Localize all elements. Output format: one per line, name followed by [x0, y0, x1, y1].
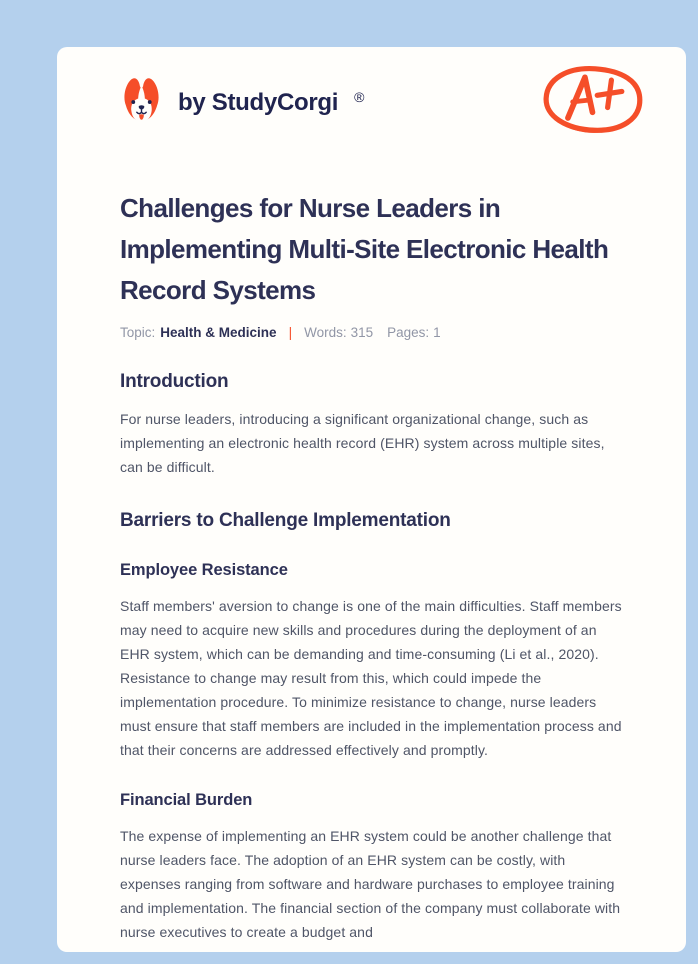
paragraph-employee-resistance: Staff members' aversion to change is one of the main difficulties. Staff members may need to acquire new skills and procedures during the deployment of an EHR system, which can be demanding and time-consuming (Li et al., 2020). Resistance to change may result from this, which could impede the implementation procedure. To minimize resistance to change, nurse leaders must ensure that staff members are included in the implementation process and that their concerns are addressed effectively and promptly. — [120, 598, 622, 758]
registered-trademark: ® — [354, 88, 365, 105]
heading-employee-resistance: Employee Resistance — [120, 561, 288, 579]
words-label: Words: — [304, 325, 347, 340]
document-card — [57, 47, 686, 952]
heading-financial-burden: Financial Burden — [120, 791, 253, 809]
corgi-mascot-icon — [118, 72, 165, 134]
heading-introduction: Introduction — [120, 371, 229, 392]
studycorgi-brand-link[interactable] — [118, 72, 365, 134]
document-content — [57, 188, 686, 944]
words-value: 315 — [350, 325, 374, 340]
pages-label: Pages: — [387, 325, 430, 340]
paragraph-introduction: For nurse leaders, introducing a significant organizational change, such as implementing an electronic health record (EHR) system across multiple sites, can be difficult. — [120, 411, 605, 475]
page-title: Challenges for Nurse Leaders in Implementing Multi-Site Electronic Health Record Systems — [120, 193, 609, 305]
document-meta — [120, 325, 624, 340]
brand-text: by StudyCorgi — [178, 88, 339, 116]
card-header — [57, 47, 686, 140]
words-stat — [304, 325, 373, 340]
topic-label: Topic: — [120, 325, 156, 340]
pages-stat — [387, 325, 441, 340]
paragraph-financial-burden: The expense of implementing an EHR system could be another challenge that nurse leaders face. The adoption of an EHR system can be costly, with expenses ranging from software and hardware purchases to employee training and implementation. The financial section of the company must collaborate with nurse executives to create a budget and — [120, 828, 621, 940]
meta-separator: | — [288, 325, 293, 340]
heading-barriers: Barriers to Challenge Implementation — [120, 510, 451, 531]
topic-value: Health & Medicine — [160, 325, 277, 340]
a-plus-grade-icon — [540, 65, 645, 140]
pages-value: 1 — [433, 325, 441, 340]
